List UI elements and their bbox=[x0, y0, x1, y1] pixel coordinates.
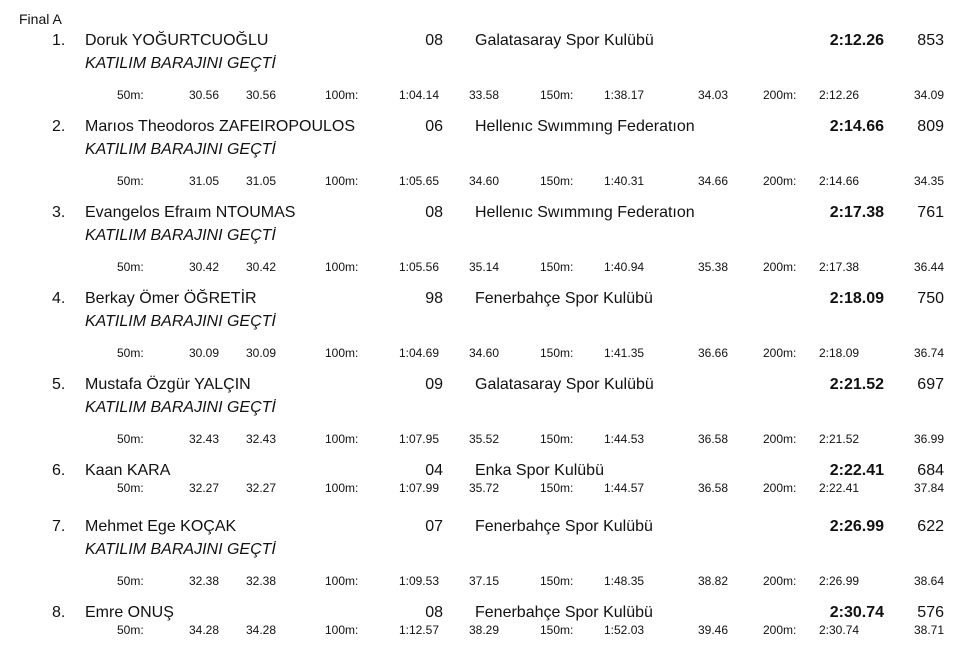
final-time: 2:26.99 bbox=[829, 518, 884, 535]
split-label-200: 200m: bbox=[763, 88, 797, 102]
split-time-150: 1:52.03 bbox=[604, 623, 645, 637]
swimmer-name: Evangelos Efraım NTOUMAS bbox=[85, 204, 296, 221]
split-label-100: 100m: bbox=[325, 481, 359, 495]
split-lap-150: 34.03 bbox=[697, 88, 728, 102]
split-lap-50: 34.28 bbox=[245, 623, 276, 637]
split-label-200: 200m: bbox=[763, 432, 797, 446]
split-lap-100: 35.14 bbox=[469, 260, 500, 274]
club-name: Fenerbahçe Spor Kulübü bbox=[475, 604, 653, 621]
points: 809 bbox=[917, 118, 944, 135]
heat-title: Final A bbox=[19, 11, 62, 27]
split-lap-200: 36.74 bbox=[913, 346, 944, 360]
swimmer-name: Kaan KARA bbox=[85, 462, 171, 479]
split-label-150: 150m: bbox=[540, 88, 574, 102]
swimmer-name: Emre ONUŞ bbox=[85, 604, 174, 621]
split-lap-50: 32.43 bbox=[245, 432, 276, 446]
points: 576 bbox=[917, 604, 944, 621]
split-label-200: 200m: bbox=[763, 346, 797, 360]
split-time-150: 1:38.17 bbox=[604, 88, 645, 102]
split-time-100: 1:05.56 bbox=[398, 260, 439, 274]
split-label-150: 150m: bbox=[540, 481, 574, 495]
split-time-200: 2:18.09 bbox=[819, 346, 860, 360]
split-label-50: 50m: bbox=[117, 88, 144, 102]
split-label-100: 100m: bbox=[325, 432, 359, 446]
split-time-50: 34.28 bbox=[188, 623, 219, 637]
split-time-150: 1:48.35 bbox=[604, 574, 645, 588]
split-time-100: 1:04.14 bbox=[398, 88, 439, 102]
club-name: Galatasaray Spor Kulübü bbox=[475, 32, 654, 49]
split-time-50: 32.43 bbox=[188, 432, 219, 446]
split-lap-200: 34.35 bbox=[913, 174, 944, 188]
final-time: 2:12.26 bbox=[829, 32, 884, 49]
split-label-50: 50m: bbox=[117, 174, 144, 188]
split-lap-100: 35.72 bbox=[469, 481, 500, 495]
split-label-100: 100m: bbox=[325, 88, 359, 102]
swimmer-name: Mehmet Ege KOÇAK bbox=[85, 518, 237, 535]
split-lap-50: 32.27 bbox=[245, 481, 276, 495]
split-label-50: 50m: bbox=[117, 623, 144, 637]
qualification-note: KATILIM BARAJINI GEÇTİ bbox=[85, 541, 276, 558]
split-label-100: 100m: bbox=[325, 623, 359, 637]
split-time-200: 2:12.26 bbox=[819, 88, 860, 102]
final-time: 2:14.66 bbox=[829, 118, 884, 135]
split-lap-150: 34.66 bbox=[697, 174, 728, 188]
swimmer-name: Marıos Theodoros ZAFEIROPOULOS bbox=[85, 118, 356, 135]
points: 622 bbox=[917, 518, 944, 535]
split-time-100: 1:04.69 bbox=[398, 346, 439, 360]
split-label-200: 200m: bbox=[763, 481, 797, 495]
split-label-200: 200m: bbox=[763, 260, 797, 274]
final-time: 2:17.38 bbox=[829, 204, 884, 221]
rank: 7. bbox=[52, 518, 66, 535]
split-lap-50: 30.09 bbox=[245, 346, 276, 360]
split-lap-150: 36.58 bbox=[697, 432, 728, 446]
split-time-100: 1:07.95 bbox=[398, 432, 439, 446]
qualification-note: KATILIM BARAJINI GEÇTİ bbox=[85, 313, 276, 330]
club-name: Hellenıc Swımmıng Federatıon bbox=[475, 204, 695, 221]
split-label-50: 50m: bbox=[117, 432, 144, 446]
split-lap-100: 34.60 bbox=[469, 174, 500, 188]
birth-year: 07 bbox=[425, 518, 443, 535]
birth-year: 06 bbox=[425, 118, 443, 135]
split-lap-150: 36.66 bbox=[697, 346, 728, 360]
split-time-50: 32.27 bbox=[188, 481, 219, 495]
split-lap-150: 38.82 bbox=[697, 574, 728, 588]
split-lap-200: 36.99 bbox=[913, 432, 944, 446]
swimmer-name: Berkay Ömer ÖĞRETİR bbox=[85, 290, 257, 307]
split-label-150: 150m: bbox=[540, 623, 574, 637]
rank: 1. bbox=[52, 32, 66, 49]
birth-year: 09 bbox=[425, 376, 443, 393]
final-time: 2:18.09 bbox=[829, 290, 884, 307]
birth-year: 98 bbox=[425, 290, 443, 307]
split-lap-100: 35.52 bbox=[469, 432, 500, 446]
split-time-50: 30.09 bbox=[188, 346, 219, 360]
split-time-200: 2:17.38 bbox=[819, 260, 860, 274]
swimmer-name: Mustafa Özgür YALÇIN bbox=[85, 376, 251, 393]
split-lap-100: 33.58 bbox=[469, 88, 500, 102]
split-label-200: 200m: bbox=[763, 623, 797, 637]
split-time-200: 2:30.74 bbox=[819, 623, 860, 637]
split-time-150: 1:44.57 bbox=[604, 481, 645, 495]
split-label-100: 100m: bbox=[325, 574, 359, 588]
split-lap-200: 38.71 bbox=[913, 623, 944, 637]
split-label-50: 50m: bbox=[117, 481, 144, 495]
split-time-100: 1:05.65 bbox=[398, 174, 439, 188]
qualification-note: KATILIM BARAJINI GEÇTİ bbox=[85, 55, 276, 72]
qualification-note: KATILIM BARAJINI GEÇTİ bbox=[85, 399, 276, 416]
rank: 5. bbox=[52, 376, 66, 393]
split-lap-150: 36.58 bbox=[697, 481, 728, 495]
split-label-150: 150m: bbox=[540, 574, 574, 588]
split-label-200: 200m: bbox=[763, 574, 797, 588]
split-time-100: 1:07.99 bbox=[398, 481, 439, 495]
swimmer-name: Doruk YOĞURTCUOĞLU bbox=[85, 32, 269, 49]
split-lap-50: 30.56 bbox=[245, 88, 276, 102]
rank: 8. bbox=[52, 604, 66, 621]
split-time-50: 31.05 bbox=[188, 174, 219, 188]
split-label-150: 150m: bbox=[540, 432, 574, 446]
split-lap-200: 38.64 bbox=[913, 574, 944, 588]
split-lap-50: 32.38 bbox=[245, 574, 276, 588]
split-lap-200: 36.44 bbox=[913, 260, 944, 274]
split-label-50: 50m: bbox=[117, 346, 144, 360]
rank: 2. bbox=[52, 118, 66, 135]
split-lap-50: 30.42 bbox=[245, 260, 276, 274]
split-time-150: 1:44.53 bbox=[604, 432, 645, 446]
split-time-200: 2:14.66 bbox=[819, 174, 860, 188]
points: 684 bbox=[917, 462, 944, 479]
split-lap-200: 34.09 bbox=[913, 88, 944, 102]
split-lap-150: 39.46 bbox=[697, 623, 728, 637]
points: 761 bbox=[917, 204, 944, 221]
split-label-100: 100m: bbox=[325, 346, 359, 360]
split-label-50: 50m: bbox=[117, 260, 144, 274]
points: 750 bbox=[917, 290, 944, 307]
split-label-150: 150m: bbox=[540, 260, 574, 274]
split-label-150: 150m: bbox=[540, 174, 574, 188]
final-time: 2:22.41 bbox=[829, 462, 884, 479]
split-time-200: 2:21.52 bbox=[819, 432, 860, 446]
club-name: Enka Spor Kulübü bbox=[475, 462, 604, 479]
split-lap-50: 31.05 bbox=[245, 174, 276, 188]
final-time: 2:21.52 bbox=[829, 376, 884, 393]
split-time-50: 30.56 bbox=[188, 88, 219, 102]
split-lap-100: 38.29 bbox=[469, 623, 500, 637]
split-time-200: 2:26.99 bbox=[819, 574, 860, 588]
split-time-150: 1:40.94 bbox=[604, 260, 645, 274]
split-label-150: 150m: bbox=[540, 346, 574, 360]
birth-year: 08 bbox=[425, 204, 443, 221]
split-lap-100: 34.60 bbox=[469, 346, 500, 360]
birth-year: 04 bbox=[425, 462, 443, 479]
split-label-100: 100m: bbox=[325, 260, 359, 274]
split-time-200: 2:22.41 bbox=[819, 481, 860, 495]
rank: 3. bbox=[52, 204, 66, 221]
split-label-50: 50m: bbox=[117, 574, 144, 588]
qualification-note: KATILIM BARAJINI GEÇTİ bbox=[85, 141, 276, 158]
split-time-100: 1:09.53 bbox=[398, 574, 439, 588]
split-time-100: 1:12.57 bbox=[398, 623, 439, 637]
split-label-100: 100m: bbox=[325, 174, 359, 188]
birth-year: 08 bbox=[425, 604, 443, 621]
rank: 6. bbox=[52, 462, 66, 479]
points: 853 bbox=[917, 32, 944, 49]
final-time: 2:30.74 bbox=[829, 604, 884, 621]
split-lap-200: 37.84 bbox=[913, 481, 944, 495]
split-time-150: 1:40.31 bbox=[604, 174, 645, 188]
split-label-200: 200m: bbox=[763, 174, 797, 188]
split-time-50: 30.42 bbox=[188, 260, 219, 274]
club-name: Fenerbahçe Spor Kulübü bbox=[475, 290, 653, 307]
split-lap-100: 37.15 bbox=[469, 574, 500, 588]
qualification-note: KATILIM BARAJINI GEÇTİ bbox=[85, 227, 276, 244]
rank: 4. bbox=[52, 290, 66, 307]
points: 697 bbox=[917, 376, 944, 393]
split-time-150: 1:41.35 bbox=[604, 346, 645, 360]
birth-year: 08 bbox=[425, 32, 443, 49]
club-name: Hellenıc Swımmıng Federatıon bbox=[475, 118, 695, 135]
club-name: Fenerbahçe Spor Kulübü bbox=[475, 518, 653, 535]
split-time-50: 32.38 bbox=[188, 574, 219, 588]
split-lap-150: 35.38 bbox=[697, 260, 728, 274]
club-name: Galatasaray Spor Kulübü bbox=[475, 376, 654, 393]
